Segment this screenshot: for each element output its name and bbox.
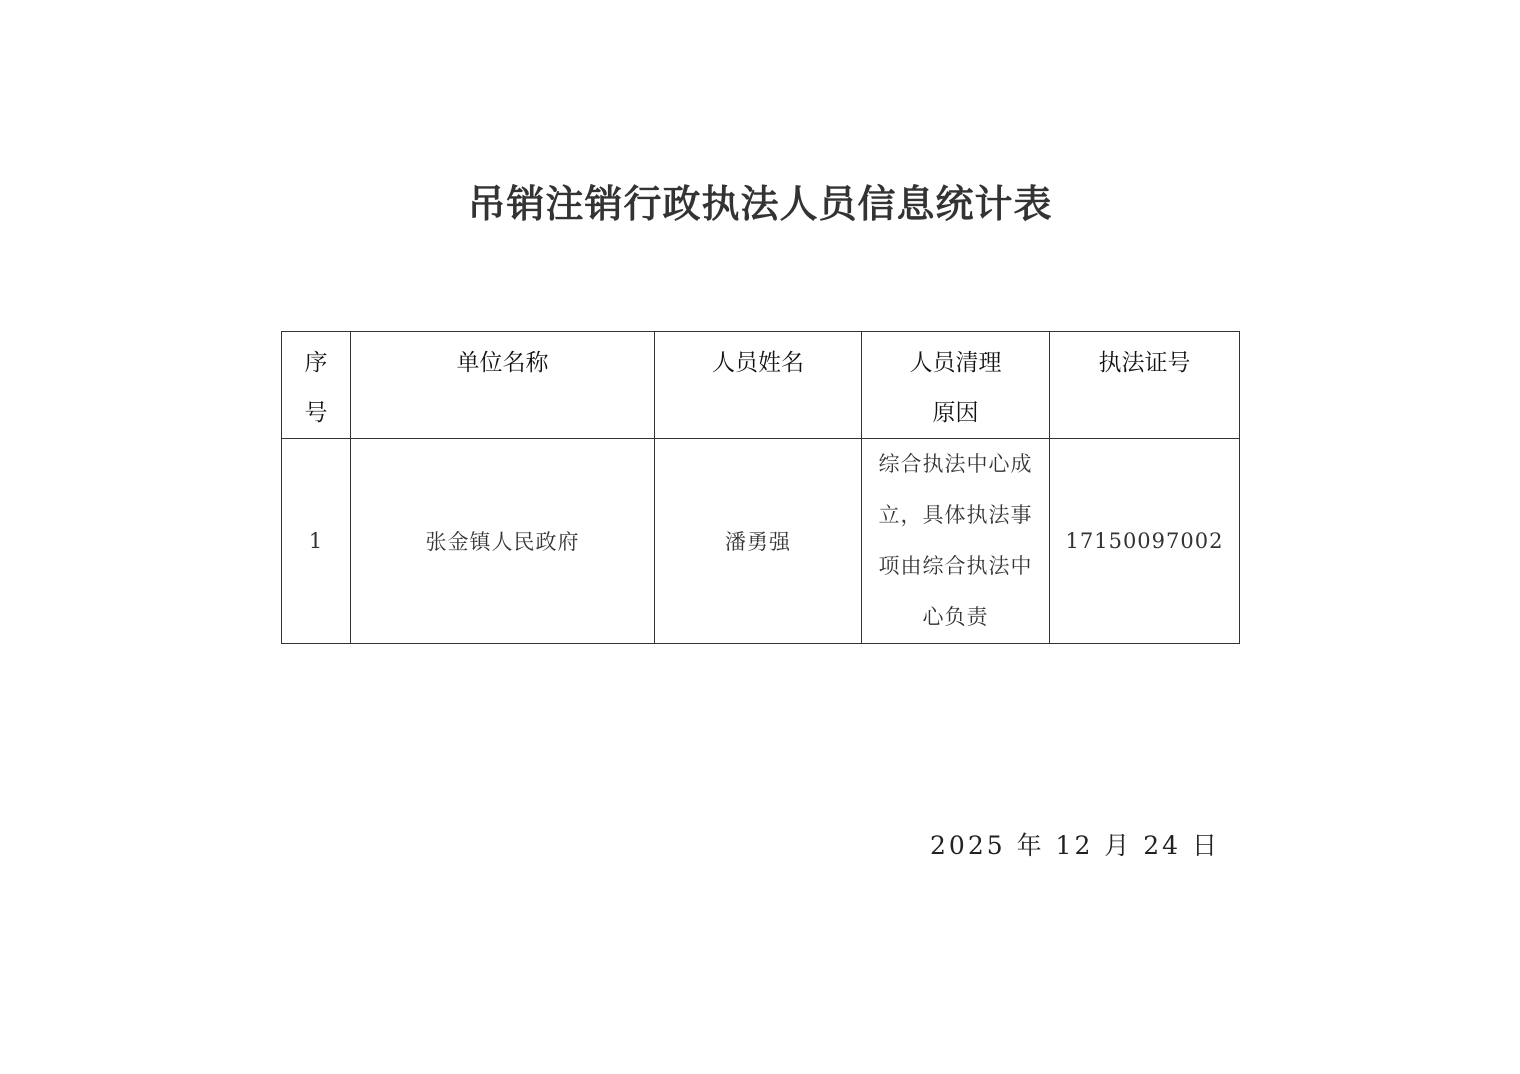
cell-clearance-reason: 综合执法中心成立，具体执法事项由综合执法中心负责 (862, 439, 1050, 644)
table-row (282, 439, 1240, 644)
document-title: 吊销注销行政执法人员信息统计表 (467, 181, 1053, 226)
cell-unit-name: 张金镇人民政府 (351, 439, 655, 644)
table-header-row (282, 332, 1240, 439)
personnel-table (281, 331, 1240, 644)
header-seq: 序号 (282, 332, 351, 439)
header-clearance-reason: 人员清理原因 (862, 332, 1050, 439)
header-cert-number: 执法证号 (1050, 332, 1240, 439)
header-unit-name: 单位名称 (351, 332, 655, 439)
cell-cert-number: 17150097002 (1050, 439, 1240, 644)
header-person-name: 人员姓名 (655, 332, 862, 439)
cell-person-name: 潘勇强 (655, 439, 862, 644)
document-date: 2025 年 12 月 24 日 (930, 831, 1220, 860)
cell-seq: 1 (282, 439, 351, 644)
